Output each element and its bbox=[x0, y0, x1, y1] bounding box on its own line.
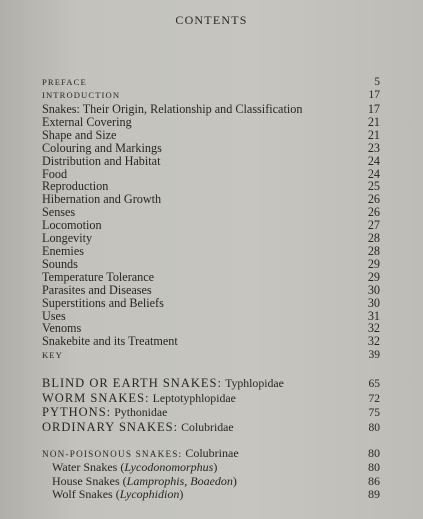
family-name: ORDINARY SNAKES: bbox=[42, 420, 179, 434]
table-of-contents bbox=[42, 76, 380, 502]
toc-entry-page: 30 bbox=[367, 295, 380, 310]
toc-entry-page: 17 bbox=[367, 102, 380, 116]
contents-heading: CONTENTS bbox=[175, 13, 248, 27]
toc-entry-chapter bbox=[42, 155, 380, 168]
toc-entry-chapter bbox=[42, 193, 380, 206]
toc-entry-subsection: Water Snakes (Lycodonomorphus) 80 bbox=[52, 460, 380, 475]
toc-entry-title: Food bbox=[42, 166, 68, 181]
toc-entry-title: Temperature Tolerance bbox=[42, 269, 155, 284]
toc-entry-page: 75 bbox=[368, 407, 380, 420]
toc-entry-page: 28 bbox=[367, 243, 380, 258]
toc-entry-title: INTRODUCTION bbox=[42, 90, 121, 100]
toc-entry-page: 26 bbox=[367, 205, 380, 220]
toc-entry-family bbox=[42, 406, 380, 421]
toc-entry-chapter bbox=[42, 219, 380, 232]
toc-entry-title: Hibernation and Growth bbox=[42, 192, 162, 207]
toc-entry-title: Senses bbox=[42, 205, 76, 220]
toc-entry-chapter bbox=[42, 310, 380, 323]
toc-entry-title: Snakebite and its Treatment bbox=[42, 334, 178, 349]
toc-entry-title: Venoms bbox=[42, 321, 82, 336]
subsection-genus: Lamprophis, Boaedon bbox=[126, 473, 233, 488]
toc-entry-page: 32 bbox=[367, 334, 380, 349]
subsection-name: Water Snakes bbox=[52, 460, 118, 475]
toc-entry-chapter bbox=[42, 232, 380, 245]
toc-entry-page: 80 bbox=[368, 445, 380, 460]
toc-entry-title: Reproduction bbox=[42, 179, 109, 194]
toc-entry-page: 5 bbox=[374, 76, 380, 88]
family-name: BLIND OR EARTH SNAKES: bbox=[42, 376, 222, 391]
subsection-genus: Lycophidion bbox=[119, 487, 180, 502]
toc-entry-page: 28 bbox=[367, 231, 380, 246]
toc-entry-title: Colouring and Markings bbox=[42, 140, 162, 155]
subsection-name: House Snakes bbox=[52, 473, 120, 488]
subsection-name: Wolf Snakes bbox=[52, 487, 113, 502]
family-latin: Leptotyphlopidae bbox=[152, 390, 236, 405]
toc-entry-page: 32 bbox=[367, 321, 380, 336]
toc-entry-key bbox=[42, 349, 380, 362]
toc-entry-page: 29 bbox=[367, 256, 380, 271]
toc-entry-title: Longevity bbox=[42, 231, 93, 246]
toc-entry-page: 39 bbox=[368, 349, 380, 362]
toc-entry-chapter bbox=[42, 142, 380, 155]
toc-entry-chapter bbox=[42, 129, 380, 142]
toc-entry-title: PREFACE bbox=[42, 77, 87, 87]
toc-entry-title: Distribution and Habitat bbox=[42, 153, 161, 168]
toc-entry-title: Uses bbox=[42, 308, 66, 323]
toc-entry-page: 25 bbox=[367, 179, 380, 194]
toc-entry-chapter bbox=[42, 245, 380, 258]
family-latin: Typhlopidae bbox=[225, 376, 284, 391]
toc-entry-title: Superstitions and Beliefs bbox=[42, 295, 164, 310]
toc-entry-page: 80 bbox=[368, 422, 380, 434]
toc-entry-title: Enemies bbox=[42, 243, 84, 258]
toc-entry-chapter bbox=[42, 297, 380, 310]
toc-entry-page: 86 bbox=[368, 473, 380, 488]
chapter-list bbox=[42, 103, 380, 348]
toc-entry-family bbox=[42, 377, 380, 392]
toc-entry-page: 29 bbox=[367, 269, 380, 284]
toc-entry-family bbox=[42, 392, 380, 407]
family-latin: Colubridae bbox=[181, 420, 234, 434]
toc-entry-chapter bbox=[42, 335, 380, 348]
toc-entry-front bbox=[42, 89, 380, 102]
toc-entry-title: Snakes: Their Origin, Relationship and Classification bbox=[42, 102, 303, 116]
section-name: NON-POISONOUS SNAKES: bbox=[42, 448, 183, 459]
toc-entry-page: 23 bbox=[367, 140, 380, 155]
toc-entry-page: 27 bbox=[367, 218, 380, 233]
toc-entry-page: 26 bbox=[367, 192, 380, 207]
toc-entry-subsection: House Snakes (Lamprophis, Boaedon) 86 bbox=[52, 473, 380, 488]
toc-entry-chapter bbox=[42, 116, 380, 129]
toc-entry-page: 21 bbox=[367, 114, 380, 129]
toc-entry-title: Shape and Size bbox=[42, 127, 117, 142]
family-list bbox=[42, 377, 380, 435]
toc-entry-front bbox=[42, 76, 380, 89]
family-name: PYTHONS: bbox=[42, 405, 112, 420]
toc-entry-title: Parasites and Diseases bbox=[42, 282, 152, 297]
toc-section-entry bbox=[42, 447, 380, 462]
toc-entry-page: 24 bbox=[367, 166, 380, 181]
toc-entry-title: Locomotion bbox=[42, 218, 102, 233]
front-matter-list bbox=[42, 76, 380, 102]
toc-entry-page: 24 bbox=[367, 153, 380, 168]
toc-entry-title: External Covering bbox=[42, 114, 132, 129]
subsection-list bbox=[42, 461, 380, 502]
subsection-genus: Lycodonomorphus bbox=[124, 460, 214, 475]
toc-entry-page: 65 bbox=[368, 378, 380, 391]
family-name: WORM SNAKES: bbox=[42, 390, 150, 405]
toc-entry-page: 30 bbox=[367, 282, 380, 297]
toc-entry-page: 80 bbox=[368, 460, 380, 475]
toc-entry-chapter bbox=[42, 284, 380, 297]
toc-entry-chapter bbox=[42, 258, 380, 271]
toc-entry-title: KEY bbox=[42, 350, 63, 361]
section-latin: Colubrinae bbox=[185, 445, 239, 460]
toc-entry-chapter bbox=[42, 103, 380, 116]
toc-entry-page: 21 bbox=[367, 127, 380, 142]
toc-entry-subsection: Wolf Snakes (Lycophidion) 89 bbox=[52, 487, 380, 502]
toc-entry-title: Sounds bbox=[42, 256, 78, 271]
toc-entry-page: 89 bbox=[368, 487, 380, 502]
toc-entry-chapter bbox=[42, 271, 380, 284]
toc-entry-page: 72 bbox=[368, 392, 380, 405]
family-latin: Pythonidae bbox=[114, 405, 168, 420]
toc-entry-page: 17 bbox=[368, 89, 380, 101]
toc-entry-family bbox=[42, 421, 380, 436]
toc-entry-page: 31 bbox=[367, 308, 380, 323]
